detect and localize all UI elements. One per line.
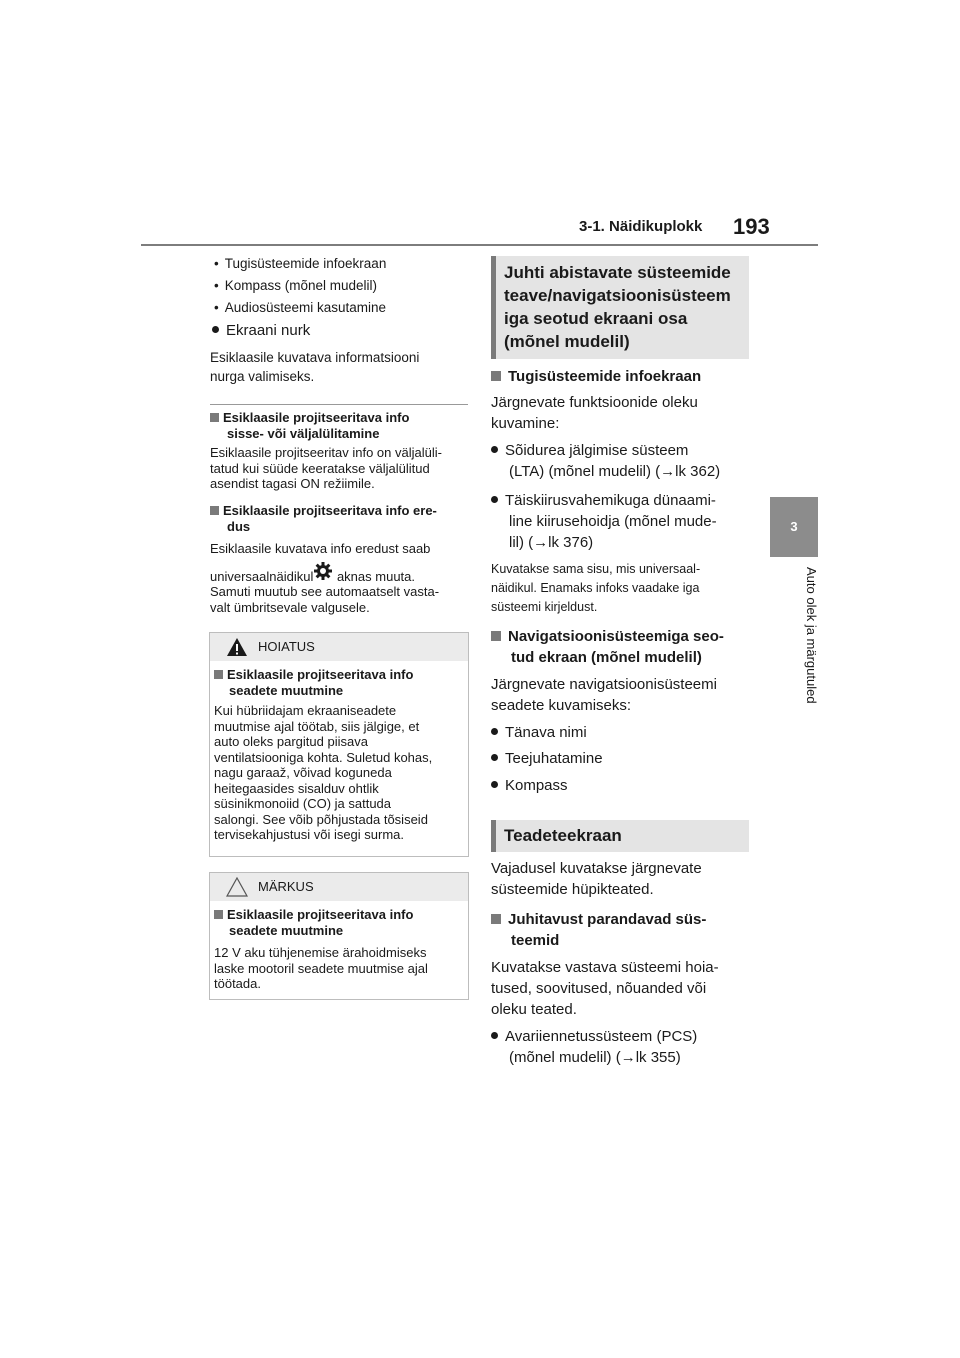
divider <box>210 404 468 405</box>
section-heading-messages: Teadeteekraan <box>491 820 749 852</box>
notice-triangle-icon <box>226 877 248 897</box>
notice-text: 12 V aku tühjenemise ärahoidmiseks laske mootoril seadete muutmise ajal töötada. <box>214 945 428 991</box>
subheading-display-toggle: Esiklaasile projitseeritava info sisse- või väljalülitamine <box>210 410 472 442</box>
square-bullet-icon <box>210 413 219 422</box>
list-item: Teejuhatamine <box>491 748 753 769</box>
list-item: • Kompass (mõnel mudelil) <box>214 278 378 293</box>
notice-subheading: Esiklaasile projitseeritava info seadete muutmine <box>214 907 464 939</box>
warning-header <box>210 633 468 661</box>
square-bullet-icon <box>491 371 501 381</box>
page-number: 193 <box>733 214 770 239</box>
subheading-brightness: Esiklaasile projitseeritava info ere- dus <box>210 503 472 535</box>
nav-screen-text: Järgnevate navigatsioonisüsteemi seadete kuvamiseks: <box>491 676 717 714</box>
warning-label: HOIATUS <box>258 639 315 654</box>
bullet-icon <box>491 728 498 735</box>
list-item-lta: Sõidurea jälgimise süsteem (LTA) (mõnel mudelil) (→lk 362) <box>491 440 753 482</box>
list-item-pcs: Avariiennetussüsteem (PCS) (mõnel mudelil) (→lk 355) <box>491 1026 753 1068</box>
header-rule <box>141 244 818 246</box>
list-item-label: Tugisüsteemide infoekraan <box>224 256 387 271</box>
warning-subheading: Esiklaasile projitseeritava info seadete muutmine <box>214 667 464 699</box>
subheading-handling: Juhitavust parandavad süs- teemid <box>491 909 751 951</box>
notice-label: MÄRKUS <box>258 879 314 894</box>
corner-item-label: Ekraani nurk <box>226 322 311 339</box>
bullet-icon <box>212 326 219 333</box>
messages-text: Vajadusel kuvatakse järgnevate süsteemide hüpikteated. <box>491 860 702 898</box>
list-item: Kompass <box>491 775 753 796</box>
assist-info-note: Kuvatakse sama sisu, mis universaal- näidikul. Enamaks infoks vaadake iga süsteemi kirjeldust. <box>491 562 701 614</box>
notice-header <box>210 873 468 901</box>
bullet-icon <box>491 781 498 788</box>
list-item-label: Kompass (mõnel mudelil) <box>224 278 378 293</box>
gear-icon <box>313 564 333 580</box>
subheading-nav-screen: Navigatsioonisüsteemiga seo- tud ekraan (mõnel mudelil) <box>491 626 751 668</box>
list-item: • Tugisüsteemide infoekraan <box>214 256 387 271</box>
square-bullet-icon <box>491 631 501 641</box>
handling-text: Kuvatakse vastava süsteemi hoia- tused, soovitused, nõuanded või oleku teated. <box>491 959 719 1018</box>
list-item-label: Audiosüsteemi kasutamine <box>224 300 387 315</box>
brightness-text: Esiklaasile kuvatava info eredust saab universaalnäidikul aknas muuta. Samuti muutub see automaatselt vasta- valt ümbritsevale valgusele. <box>210 541 440 615</box>
display-toggle-text: Esiklaasile projitseeritav info on väljalüli- tatud kui süüde keeratakse väljalülitud asendist tagasi ON režiimile. <box>210 445 442 491</box>
square-bullet-icon <box>491 914 501 924</box>
bullet-icon <box>491 1032 498 1039</box>
chapter-number: 3 <box>790 519 798 534</box>
chapter-title: Auto olek ja märgutuled <box>804 567 819 704</box>
warning-box <box>209 632 469 857</box>
subheading-assist-info: Tugisüsteemide infoekraan <box>491 366 751 387</box>
corner-item <box>212 322 310 339</box>
corner-text: Esiklaasile kuvatava informatsiooni nurga valimiseks. <box>210 350 420 384</box>
bullet-icon <box>491 446 498 453</box>
assist-info-text: Järgnevate funktsioonide oleku kuvamine: <box>491 394 698 432</box>
section-heading-assist-nav: Juhti abistavate süsteemide teave/navigatsioonisüsteem iga seotud ekraani osa (mõnel mudelil) <box>491 256 749 359</box>
bullet-icon <box>491 754 498 761</box>
warning-triangle-icon <box>226 637 248 657</box>
section-label: 3-1. Näidikuplokk <box>579 218 703 235</box>
list-item-cruise: Täiskiirusvahemikuga dünaami- line kiirusehoidja (mõnel mude- lil) (→lk 376) <box>491 490 753 553</box>
bullet-icon <box>491 496 498 503</box>
notice-box <box>209 872 469 1000</box>
list-item: • Audiosüsteemi kasutamine <box>214 300 387 315</box>
square-bullet-icon <box>214 670 223 679</box>
square-bullet-icon <box>210 506 219 515</box>
list-item: Tänava nimi <box>491 722 753 743</box>
warning-text: Kui hübriidajam ekraaniseadete muutmise ajal töötab, siis jälgige, et auto oleks pargitud piisava ventilatsiooniga kohta. Suletud kohas, nagu garaaž, võivad koguneda heitegaasides sisalduv ohtlik süsinikmonoiid (CO) ja sattuda salongi. See võib põhjustada tõsiseid tervisekahjustusi või isegi surma. <box>214 703 433 842</box>
square-bullet-icon <box>214 910 223 919</box>
